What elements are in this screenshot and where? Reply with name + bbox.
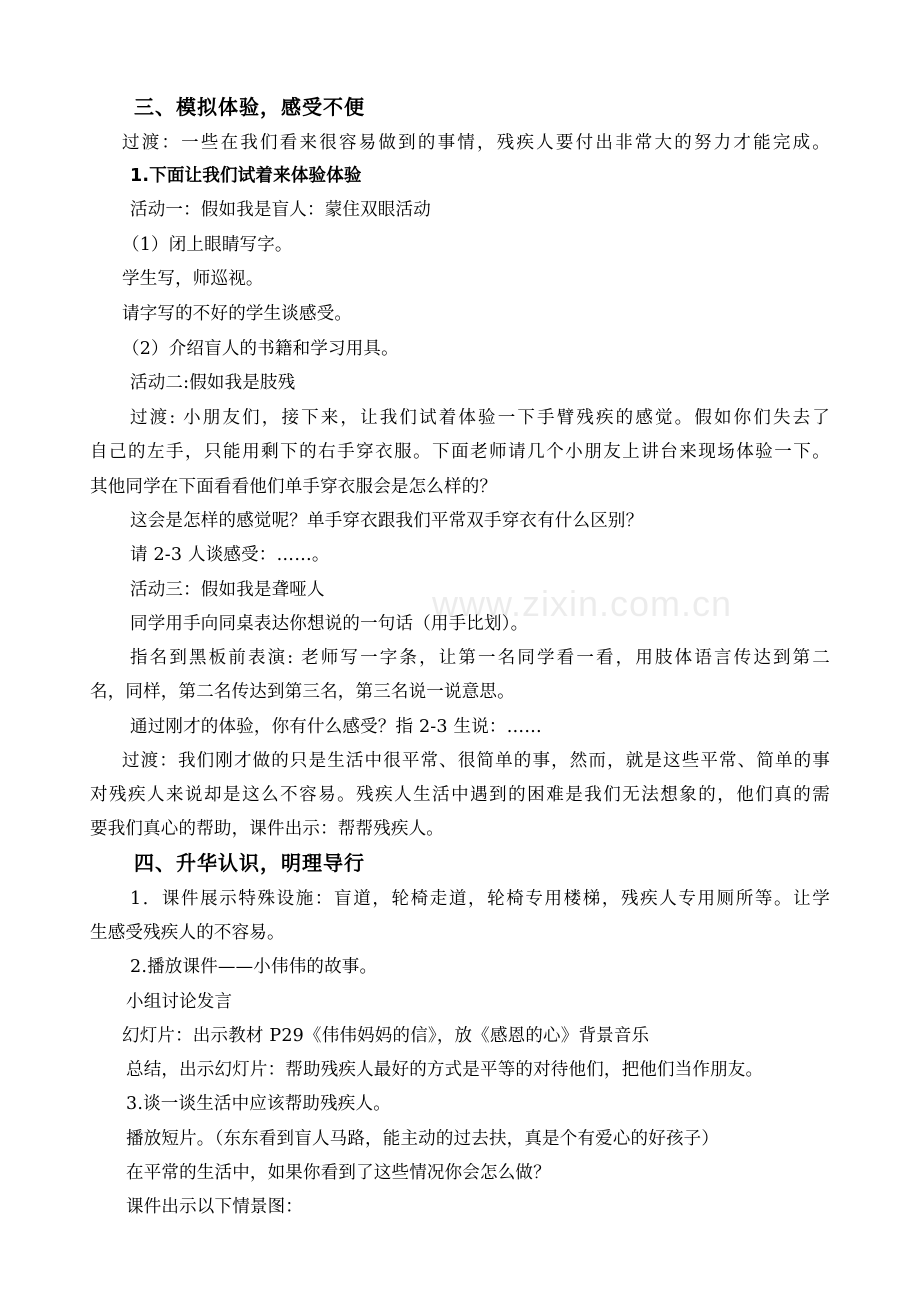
paragraph-line: 通过刚才的体验，你有什么感受？指 2-3 生说：……	[130, 717, 543, 737]
paragraph-line: 过渡: 小朋友们，接下来，让我们试着体验一下手臂残疾的感觉。假如你们失去了	[130, 408, 830, 428]
paragraph-line: 请字写的不好的学生谈感受。	[122, 304, 353, 324]
paragraph-line: 活动三：假如我是聋哑人	[130, 580, 325, 600]
paragraph-line: 2.播放课件——小伟伟的故事。	[130, 957, 378, 977]
paragraph-line: 活动一：假如我是盲人：蒙住双眼活动	[130, 200, 431, 220]
paragraph-line: 自己的左手，只能用剩下的右手穿衣服。下面老师请几个小朋友上讲台来现场体验一下。	[90, 442, 830, 462]
paragraph-line: 指名到黑板前表演: 老师写一字条，让第一名同学看一看，用肢体语言传达到第二	[130, 648, 830, 668]
paragraph-line: 其他同学在下面看看他们单手穿衣服会是怎么样的？	[90, 477, 498, 497]
paragraph-line: 对残疾人来说却是这么不容易。残疾人生活中遇到的困难是我们无法想象的，他们真的需	[90, 785, 830, 805]
subheading: 1.下面让我们试着来体验体验	[130, 166, 362, 186]
paragraph-line: 过渡：我们刚才做的只是生活中很平常、很简单的事，然而，就是这些平常、简单的事	[122, 751, 830, 771]
paragraph-line: 播放短片。（东东看到盲人马路，能主动的过去扶，真是个有爱心的好孩子）	[126, 1129, 720, 1149]
paragraph-line: 请 2-3 人谈感受：……。	[130, 545, 330, 565]
paragraph-line: 1．课件展示特殊设施：盲道，轮椅走道，轮椅专用楼梯，残疾人专用厕所等。让学	[130, 889, 830, 909]
paragraph-line: 小组讨论发言	[126, 992, 233, 1012]
paragraph-line: 过渡：一些在我们看来很容易做到的事情，残疾人要付出非常大的努力才能完成。	[122, 133, 830, 153]
section-heading-4: 四、升华认识，明理导行	[134, 851, 365, 875]
paragraph-line: 同学用手向同桌表达你想说的一句话（用手比划）。	[130, 614, 529, 634]
paragraph-line: 幻灯片：出示教材 P29《伟伟妈妈的信》，放《感恩的心》背景音乐	[122, 1026, 650, 1046]
paragraph-line: （2）介绍盲人的书籍和学习用具。	[122, 339, 399, 359]
watermark: www.zixin.com.cn	[432, 583, 733, 624]
paragraph-line: 要我们真心的帮助，课件出示：帮帮残疾人。	[90, 819, 444, 839]
paragraph-line: 活动二:假如我是肢残	[130, 373, 296, 393]
paragraph-line: 课件出示以下情景图：	[126, 1197, 303, 1217]
paragraph-line: 总结，出示幻灯片：帮助残疾人最好的方式是平等的对待他们，把他们当作朋友。	[126, 1060, 764, 1080]
paragraph-line: 生感受残疾人的不容易。	[90, 923, 285, 943]
paragraph-line: 3.谈一谈生活中应该帮助残疾人。	[126, 1094, 391, 1114]
paragraph-line: （1）闭上眼睛写字。	[122, 235, 293, 255]
paragraph-line: 学生写，师巡视。	[122, 269, 264, 289]
paragraph-line: 这会是怎样的感觉呢？单手穿衣跟我们平常双手穿衣有什么区别？	[130, 511, 644, 531]
paragraph-line: 名，同样，第二名传达到第三名，第三名说一说意思。	[90, 682, 515, 702]
section-heading-3: 三、模拟体验，感受不便	[134, 95, 365, 119]
paragraph-line: 在平常的生活中，如果你看到了这些情况你会怎么做？	[126, 1163, 551, 1183]
